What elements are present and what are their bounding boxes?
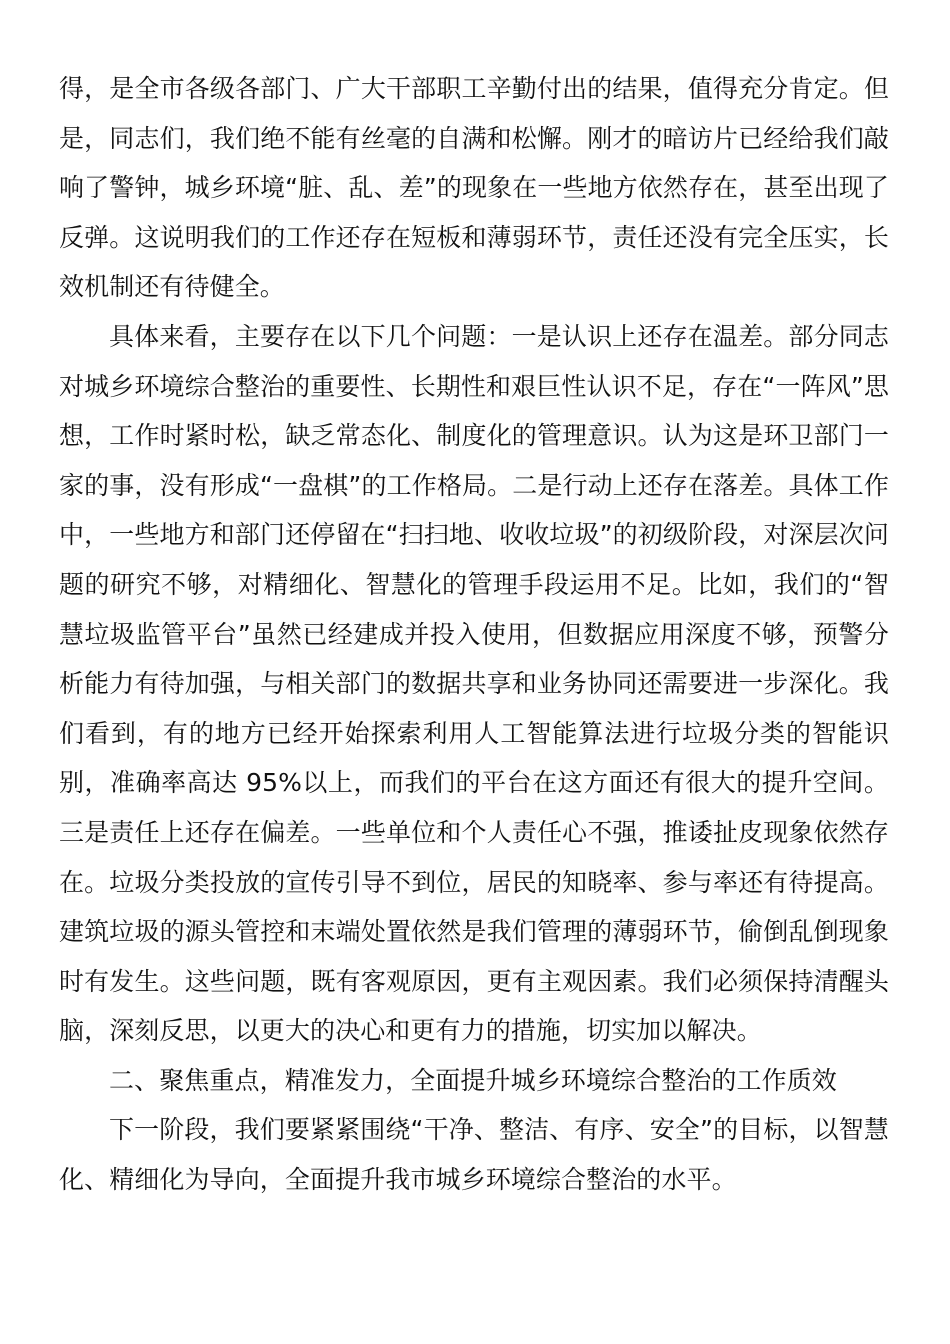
- paragraph-next-stage: 下一阶段，我们要紧紧围绕“干净、整洁、有序、安全”的目标，以智慧化、精细化为导向，全面提升我市城乡环境综合整治的水平。: [59, 1115, 889, 1195]
- paragraph-problems: 具体来看，主要存在以下几个问题：一是认识上还存在温差。部分同志对城乡环境综合整治的重要性、长期性和艰巨性认识不足，存在“一阵风”思想，工作时紧时松，缺乏常态化、制度化的管理意识。认为这是环卫部门一家的事，没有形成“一盘棋”的工作格局。二是行动上还存在落差。具体工作中，一些地方和部门还停留在“扫扫地、收收垃圾”的初级阶段，对深层次问题的研究不够，对精细化、智慧化的管理手段运用不足。比如，我们的“智慧垃圾监管平台”虽然已经建成并投入使用，但数据应用深度不够，预警分析能力有待加强，与相关部门的数据共享和业务协同还需要进一步深化。我们看到，有的地方已经开始探索利用人工智能算法进行垃圾分类的智能识别，准确率高达 95%以上，而我们的平台在这方面还有很大的提升空间。三是责任上还存在偏差。一些单位和个人责任心不强，推诿扯皮现象依然存在。垃圾分类投放的宣传引导不到位，居民的知晓率、参与率还有待提高。建筑垃圾的源头管控和末端处置依然是我们管理的薄弱环节，偷倒乱倒现象时有发生。这些问题，既有客观原因，更有主观因素。我们必须保持清醒头脑，深刻反思，以更大的决心和更有力的措施，切实加以解决。: [59, 321, 889, 1046]
- paragraph-continuation: 得，是全市各级各部门、广大干部职工辛勤付出的结果，值得充分肯定。但是，同志们，我们绝不能有丝毫的自满和松懈。刚才的暗访片已经给我们敲响了警钟，城乡环境“脏、乱、差”的现象在一些地方依然存在，甚至出现了反弹。这说明我们的工作还存在短板和薄弱环节，责任还没有完全压实，长效机制还有待健全。: [59, 74, 889, 302]
- document-page: [59, 64, 889, 1205]
- section-heading: 二、聚焦重点，精准发力，全面提升城乡环境综合整治的工作质效: [109, 1065, 837, 1095]
